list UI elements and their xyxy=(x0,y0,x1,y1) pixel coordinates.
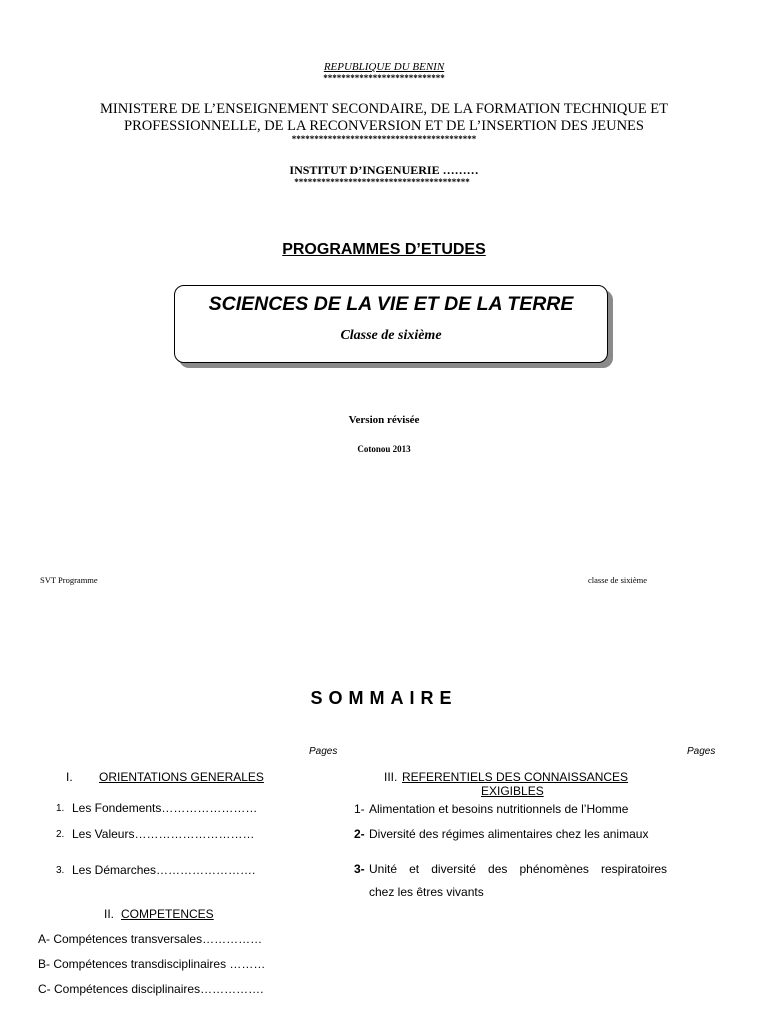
toc-item-number: 3- xyxy=(354,862,365,876)
toc-item: Les Démarches……………………. xyxy=(72,863,256,877)
toc-item: Les Valeurs………………………… xyxy=(72,827,255,841)
section-title: REFERENTIELS DES CONNAISSANCES xyxy=(402,770,629,784)
document-subtitle: Classe de sixième xyxy=(340,328,442,343)
section-title: ORIENTATIONS GENERALES xyxy=(99,770,264,784)
footer-left: SVT Programme xyxy=(40,575,98,585)
toc-item-number: 2. xyxy=(56,829,65,840)
toc-item-number: 3. xyxy=(56,865,65,876)
toc-item: A- Compétences transversales…………… xyxy=(38,932,263,946)
section-title: COMPETENCES xyxy=(121,907,214,921)
toc-item: C- Compétences disciplinaires……………. xyxy=(38,982,264,996)
document-title: SCIENCES DE LA VIE ET DE LA TERRE xyxy=(208,293,574,315)
toc-item: Alimentation et besoins nutritionnels de l’Homme xyxy=(369,802,629,816)
institute-name: INSTITUT D’INGENUERIE ……… xyxy=(289,163,479,177)
version-label: Version révisée xyxy=(348,414,420,426)
document-heading: PROGRAMMES D’ETUDES xyxy=(282,241,486,258)
ministry-name: MINISTERE DE L’ENSEIGNEMENT SECONDAIRE, DE LA FORMATION TECHNIQUE ET PROFESSIONNELLE, DE LA RECONVERSION ET DE L’INSERTION DES JEUNES xyxy=(99,101,669,134)
toc-item: B- Compétences transdisciplinaires ……… xyxy=(38,957,266,971)
title-box xyxy=(174,285,608,363)
toc-item: Les Fondements…………………… xyxy=(72,801,258,815)
star-separator: *************************************** xyxy=(294,177,470,187)
place-year: Cotonou 2013 xyxy=(357,444,411,454)
section-number: I. xyxy=(66,770,73,784)
toc-item-number: 1. xyxy=(56,803,65,814)
section-title-continued: EXIGIBLES xyxy=(481,784,544,798)
star-separator: *************************** xyxy=(323,73,445,83)
toc-item-continued: chez les êtres vivants xyxy=(369,885,484,899)
toc-item-number: 1- xyxy=(354,802,365,816)
toc-item: Unité et diversité des phénomènes respiratoires xyxy=(369,862,667,876)
footer-right: classe de sixième xyxy=(588,575,648,585)
section-number: III. xyxy=(384,770,398,784)
star-separator: ***************************************** xyxy=(291,134,477,144)
pages-label-right: Pages xyxy=(687,746,716,757)
toc-item: Diversité des régimes alimentaires chez les animaux xyxy=(369,827,649,841)
section-number: II. xyxy=(104,907,115,921)
sommaire-title: SOMMAIRE xyxy=(310,688,458,708)
pages-label-left: Pages xyxy=(309,746,338,757)
republique-header: REPUBLIQUE DU BENIN xyxy=(323,61,445,73)
toc-item-number: 2- xyxy=(354,827,365,841)
